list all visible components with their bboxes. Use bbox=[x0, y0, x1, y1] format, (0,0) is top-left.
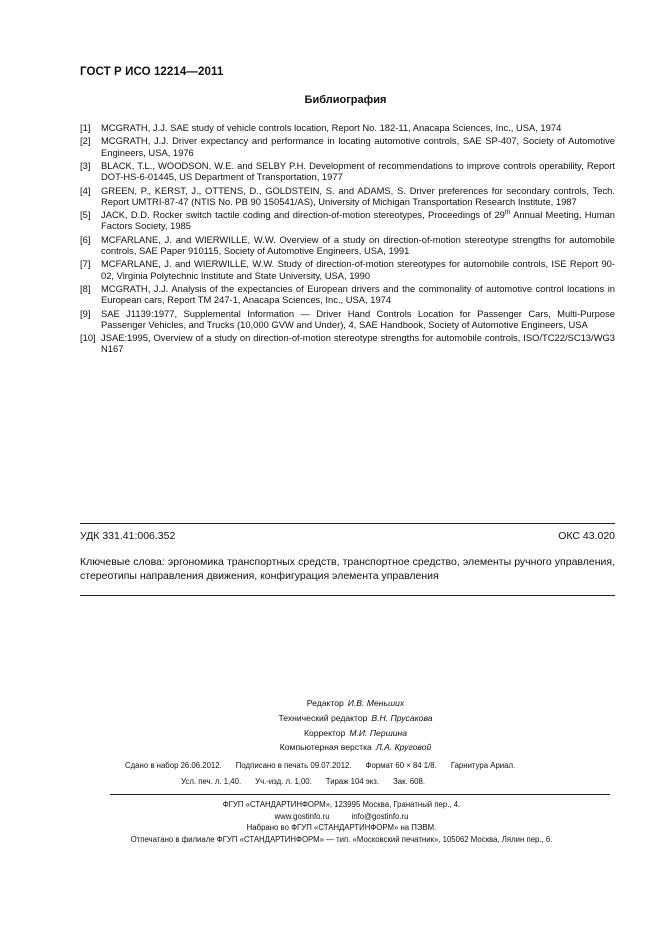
publisher-email: info@gostinfo.ru bbox=[351, 811, 409, 821]
order-number: Зак. 608. bbox=[393, 777, 425, 786]
bibliography-item bbox=[80, 160, 615, 182]
print-run: Тираж 104 экз. bbox=[325, 777, 380, 786]
superscript-ordinal: th bbox=[504, 209, 511, 217]
divider-top bbox=[80, 523, 615, 524]
bibliography-item bbox=[80, 308, 615, 330]
bibliography-item-number: [10] bbox=[80, 332, 96, 344]
bibliography-item-text: JSAE:1995, Overview of a study on direction-of-motion stereotype strengths for automobile controls, ISO/TC22/SC13/WG3 N167 bbox=[101, 332, 615, 355]
printing-note: Отпечатано в филиале ФГУП «СТАНДАРТИНФОРМ» — тип. «Московский печатник», 105062 Москва, Лялин пер., 6. bbox=[130, 834, 553, 844]
publisher-sheets: Уч.-изд. л. 1,00. bbox=[255, 777, 312, 786]
bibliography-item-number: [5] bbox=[80, 209, 91, 221]
editor-role: Редактор bbox=[306, 698, 344, 708]
editor-row bbox=[0, 696, 661, 711]
classification-row bbox=[80, 530, 615, 542]
paper-format: Формат 60 × 84 1/8. bbox=[365, 761, 437, 770]
bibliography-item-number: [3] bbox=[80, 159, 91, 171]
bibliography-item bbox=[80, 185, 615, 207]
bibliography-item-number: [1] bbox=[80, 122, 91, 133]
bibliography-item-text: MCGRATH, J.J. Analysis of the expectancies of European drivers and the commonality of automotive control locations in European cars, Report TM 247-1, Anacapa Sciences, Inc., USA, 1974 bbox=[101, 282, 615, 306]
bibliography-item-text: MCGRATH, J.J. Driver expectancy and performance in locating automotive controls, SAE SP-407, Society of Automotive Engineers, USA, 1976 bbox=[101, 135, 615, 158]
editor-role: Корректор bbox=[303, 727, 346, 738]
editor-row bbox=[0, 740, 661, 755]
oks-code: ОКС 43.020 bbox=[558, 530, 615, 542]
publisher-website: www.gostinfo.ru bbox=[274, 811, 330, 821]
bibliography-item bbox=[80, 209, 615, 231]
divider-publisher bbox=[110, 794, 610, 795]
document-code: ГОСТ Р ИСО 12214—2011 bbox=[80, 66, 224, 78]
bibliography-item-text: BLACK, T.L., WOODSON, W.E. and SELBY P.H. Development of recommendations to improve controls operability, Report DOT-HS-6-01445, US Department of Transportation, 1977 bbox=[101, 159, 615, 183]
publisher-contacts bbox=[22, 811, 661, 823]
bibliography-item-text: SAE J1139:1977, Supplemental Information — Driver Hand Controls Location for Passenger Cars, Multi-Purpose Passenger Vehicles, and Trucks (10,000 GVW and Under), 4, SAE Handbook, Society of Automotive Engineers, USA bbox=[101, 307, 615, 330]
print-info-row bbox=[125, 774, 620, 790]
editor-name: Л.А. Круговой bbox=[375, 742, 432, 753]
editor-name: В.Н. Прусакова bbox=[371, 712, 433, 723]
editor-name: М.И. Першина bbox=[349, 727, 408, 738]
print-info-row bbox=[125, 758, 620, 774]
bibliography-item-text: MCFARLANE, J. and WIERWILLE, W.W. Overview of a study on direction-of-motion stereotype strengths for automobile controls, SAE Paper 910115, Society of Automotive Engineers, USA, 1991 bbox=[101, 233, 615, 256]
editor-name: И.В. Меньших bbox=[347, 698, 405, 708]
bibliography-item bbox=[80, 122, 615, 133]
bibliography-item bbox=[80, 332, 615, 354]
bibliography-item bbox=[80, 234, 615, 256]
bibliography-item-text: MCFARLANE, J. and WIERWILLE, W.W. Study of direction-of-motion stereotypes for automobile controls, ISE Report 90-02, Virginia Polytechnic Institute and State University, USA, 1990 bbox=[101, 258, 615, 281]
publisher-block bbox=[0, 799, 661, 845]
editor-row bbox=[0, 711, 661, 726]
bibliography-item bbox=[80, 283, 615, 305]
printed-sheets: Усл. печ. л. 1,40. bbox=[181, 777, 242, 786]
typeset-note: Набрано во ФГУП «СТАНДАРТИНФОРМ» на ПЭВМ. bbox=[246, 823, 437, 833]
editor-row bbox=[0, 726, 661, 741]
bibliography-item-text-part: Annual Meeting, Human Factors Society, 1985 bbox=[101, 209, 616, 232]
print-info-block bbox=[125, 758, 620, 790]
bibliography-item-number: [4] bbox=[80, 184, 91, 196]
bibliography-list bbox=[80, 122, 615, 357]
bibliography-item-number: [7] bbox=[80, 258, 91, 270]
typeset-date: Сдано в набор 26.06.2012. bbox=[125, 761, 222, 770]
bibliography-item-number: [2] bbox=[80, 135, 91, 147]
divider-bottom bbox=[80, 595, 615, 596]
publisher-address: ФГУП «СТАНДАРТИНФОРМ», 123995 Москва, Гранатный пер., 4. bbox=[222, 800, 461, 809]
typeface: Гарнитура Ариал. bbox=[450, 761, 516, 770]
udk-code: УДК 331.41:006.352 bbox=[80, 530, 176, 542]
bibliography-item-text bbox=[101, 209, 615, 231]
bibliography-item-text: GREEN, P., KERST, J., OTTENS, D., GOLDSTEIN, S. and ADAMS, S. Driver preferences for secondary controls, Tech. Report UMTRI-87-47 (NTIS No. PB 90 150541/AS), University of Michigan Transportation Research Institute, 1987 bbox=[101, 184, 615, 207]
bibliography-item-number: [6] bbox=[80, 233, 91, 245]
bibliography-item-number: [9] bbox=[80, 307, 91, 319]
bibliography-item bbox=[80, 258, 615, 280]
keywords-text: Ключевые слова: эргономика транспортных средств, транспортное средство, элементы ручного управления, стереотипы направления движения, конфигурация элемента управления bbox=[80, 556, 615, 582]
bibliography-item-text: MCGRATH, J.J. SAE study of vehicle controls location, Report No. 182-11, Anacapa Sciences, Inc., USA, 1974 bbox=[101, 122, 562, 133]
editor-role: Компьютерная верстка bbox=[279, 742, 372, 753]
editor-role: Технический редактор bbox=[278, 712, 368, 723]
bibliography-item bbox=[80, 135, 615, 157]
bibliography-item-number: [8] bbox=[80, 282, 91, 294]
bibliography-title: Библиография bbox=[304, 94, 387, 106]
signed-date: Подписано в печать 09.07.2012. bbox=[235, 761, 352, 770]
bibliography-item-text-part: JACK, D.D. Rocker switch tactile coding and direction-of-motion stereotypes, Proceedings of 29 bbox=[101, 209, 505, 221]
editors-block bbox=[0, 696, 661, 755]
